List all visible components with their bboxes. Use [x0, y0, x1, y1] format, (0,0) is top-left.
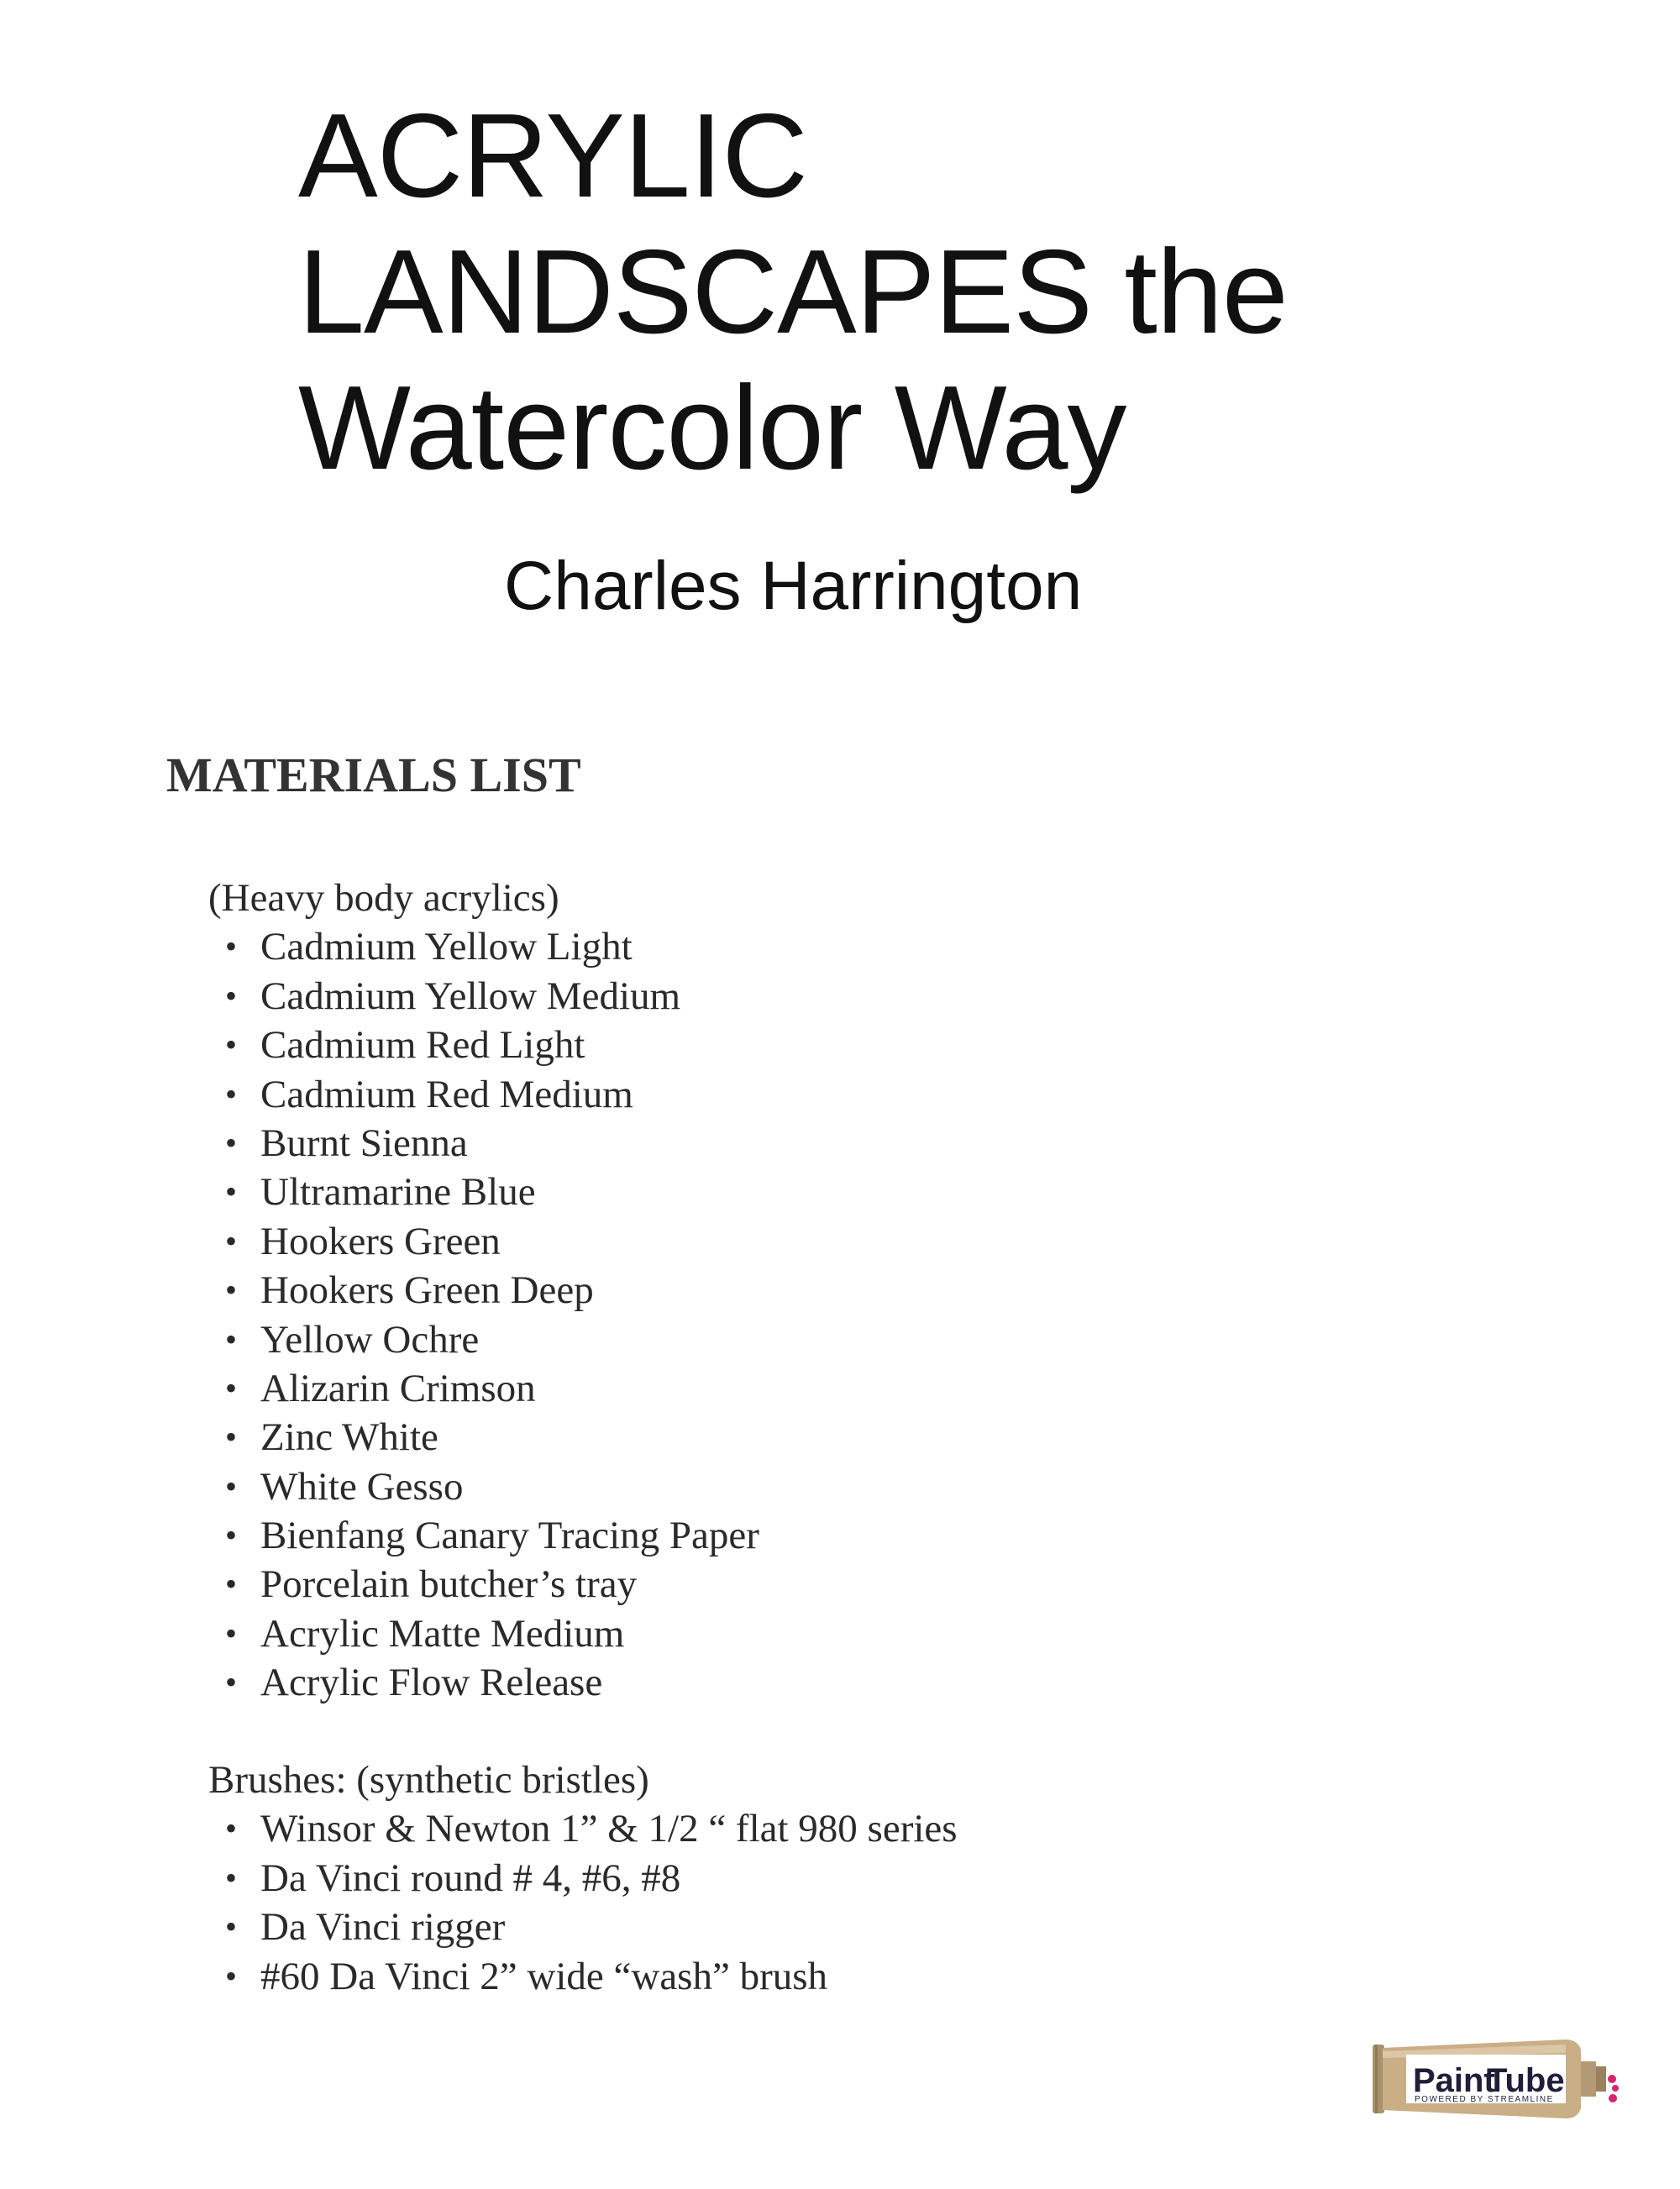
list-item: [208, 1168, 759, 1216]
list-item: [208, 922, 759, 971]
bullet-icon: •: [225, 1320, 238, 1358]
list-item-text: Porcelain butcher’s tray: [260, 1562, 638, 1607]
brushes-label: Brushes: (synthetic bristles): [208, 1758, 649, 1802]
bullet-icon: •: [225, 1271, 238, 1310]
list-item-text: White Gesso: [260, 1464, 464, 1509]
bullet-icon: •: [225, 1368, 238, 1407]
paints-list: [208, 922, 759, 1707]
document-title: [298, 88, 1288, 496]
bullet-icon: •: [225, 1221, 238, 1260]
list-item-text: Winsor & Newton 1” & 1/2 “ flat 980 series: [260, 1807, 958, 1851]
list-item: [208, 1462, 759, 1511]
list-item-text: Cadmium Yellow Light: [260, 925, 633, 969]
title-line-3: Watercolor Way: [298, 361, 1126, 495]
list-item: [208, 1804, 958, 1853]
author-name: Charles Harrington: [504, 548, 1083, 624]
list-item-text: #60 Da Vinci 2” wide “wash” brush: [260, 1954, 828, 1998]
list-item-text: Cadmium Red Light: [260, 1023, 585, 1068]
bullet-icon: •: [225, 1809, 238, 1848]
list-item: [208, 1119, 759, 1168]
logo-tagline: POWERED BY STREAMLINE: [1415, 2095, 1554, 2104]
bullet-icon: •: [225, 927, 238, 966]
bullet-icon: •: [225, 1123, 238, 1162]
list-item: [208, 1413, 759, 1462]
list-item: [208, 1315, 759, 1364]
list-item: [208, 1952, 958, 2001]
list-item: [208, 1609, 759, 1658]
list-item-text: Bienfang Canary Tracing Paper: [260, 1514, 759, 1558]
list-item: [208, 972, 759, 1021]
list-item: [208, 1266, 759, 1315]
list-item-text: Da Vinci rigger: [260, 1905, 506, 1950]
logo-name-part1: Paint: [1413, 2062, 1495, 2099]
list-item-text: Yellow Ochre: [260, 1317, 480, 1362]
list-item-text: Zinc White: [260, 1415, 438, 1460]
list-item-text: Burnt Sienna: [260, 1121, 468, 1165]
list-item: [208, 1903, 958, 1951]
list-item-text: Hookers Green: [260, 1219, 501, 1263]
bullet-icon: •: [225, 1614, 238, 1652]
bullet-icon: •: [225, 1663, 238, 1702]
list-item: [208, 1658, 759, 1707]
logo-name-part2: Tube: [1487, 2062, 1565, 2099]
title-line-2: LANDSCAPES the: [298, 225, 1288, 359]
list-item: [208, 1854, 958, 1903]
paint-tube-icon: [1371, 2033, 1623, 2125]
bullet-icon: •: [225, 1565, 238, 1604]
bullet-icon: •: [225, 1467, 238, 1505]
bullet-icon: •: [225, 1858, 238, 1897]
materials-heading: MATERIALS LIST: [166, 748, 581, 802]
list-item-text: Cadmium Red Medium: [260, 1072, 633, 1116]
bullet-icon: •: [225, 1074, 238, 1113]
list-item-text: Alizarin Crimson: [260, 1366, 536, 1410]
bullet-icon: •: [225, 1516, 238, 1555]
list-item-text: Acrylic Matte Medium: [260, 1611, 625, 1656]
list-item: [208, 1021, 759, 1069]
brushes-group: [208, 1756, 958, 2001]
brushes-list: [208, 1804, 958, 2001]
painttube-logo: [1371, 2033, 1623, 2125]
list-item: [208, 1217, 759, 1266]
paints-label: (Heavy body acrylics): [208, 876, 559, 920]
list-item: [208, 1364, 759, 1413]
bullet-icon: •: [225, 1418, 238, 1457]
bullet-icon: •: [225, 1908, 238, 1946]
paints-group: [208, 874, 759, 1708]
list-item: [208, 1560, 759, 1609]
title-line-1: ACRYLIC: [298, 89, 807, 223]
list-item: [208, 1070, 759, 1119]
list-item-text: Cadmium Yellow Medium: [260, 974, 681, 1018]
bullet-icon: •: [225, 1026, 238, 1064]
bullet-icon: •: [225, 1173, 238, 1211]
bullet-icon: •: [225, 1956, 238, 1995]
list-item-text: Da Vinci round # 4, #6, #8: [260, 1856, 681, 1900]
bullet-icon: •: [225, 976, 238, 1015]
list-item-text: Ultramarine Blue: [260, 1170, 536, 1215]
list-item-text: Hookers Green Deep: [260, 1268, 594, 1313]
list-item-text: Acrylic Flow Release: [260, 1661, 603, 1705]
list-item: [208, 1511, 759, 1560]
